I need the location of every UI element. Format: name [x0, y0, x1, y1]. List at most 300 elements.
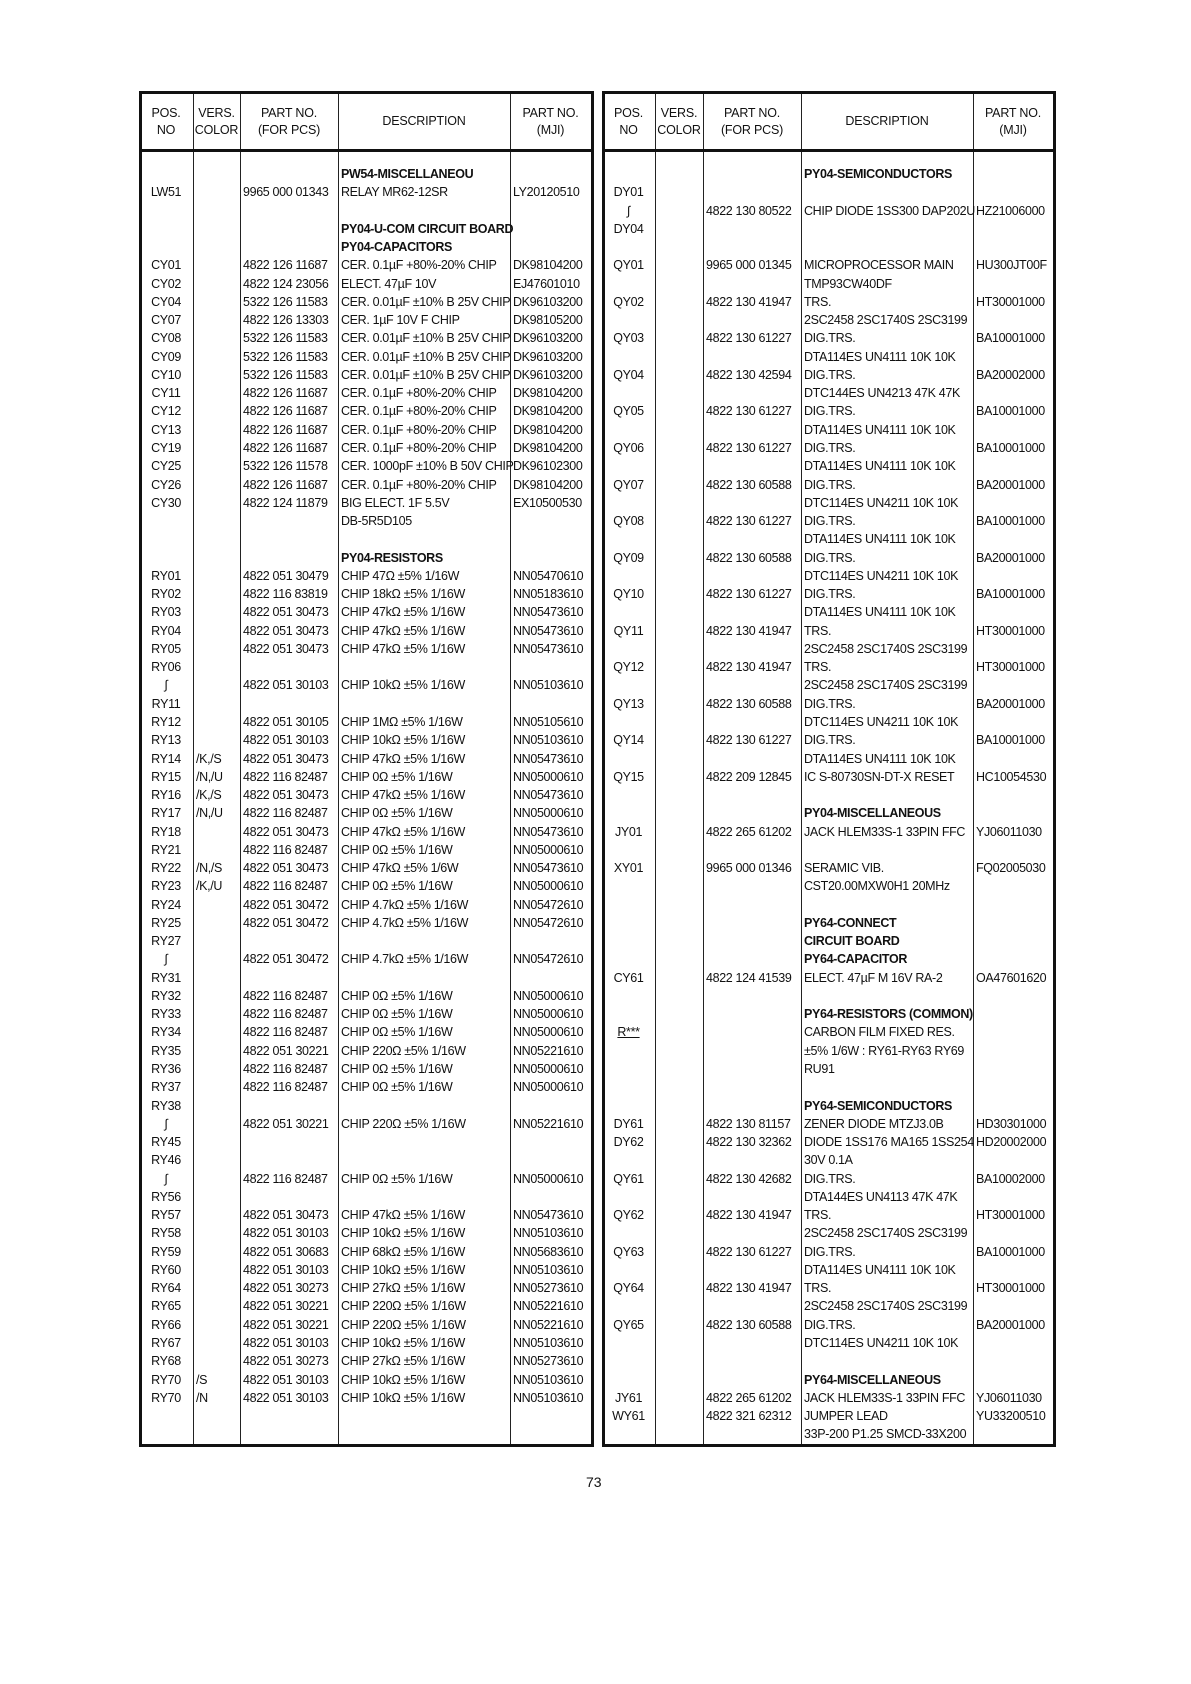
part-no-mji: HC10054530: [976, 769, 1047, 784]
pos-no: CY61: [613, 970, 644, 985]
part-no-mji: NN05000610: [513, 769, 584, 784]
part-no-pcs: 9965 000 01345: [706, 258, 792, 273]
part-no-pcs: 4822 116 82487: [243, 1062, 328, 1077]
table-body: [142, 165, 591, 1407]
table-row: [142, 1206, 591, 1224]
pos-no: CY07: [151, 313, 181, 328]
description: CHIP 4.7kΩ ±5% 1/16W: [341, 952, 469, 967]
pos-no: RY59: [151, 1244, 181, 1259]
table-row: [605, 1279, 1053, 1297]
pos-no: LW51: [150, 185, 182, 200]
description: CER. 0.01µF ±10% B 25V CHIP: [341, 294, 511, 309]
pos-no: RY56: [151, 1189, 181, 1204]
description: CHIP 10kΩ ±5% 1/16W: [341, 1226, 465, 1241]
parts-table-left: [139, 91, 594, 1447]
pos-no: RY58: [151, 1226, 181, 1241]
part-no-mji: NN05221610: [513, 1299, 584, 1314]
table-row: [142, 1005, 591, 1023]
table-row: [605, 987, 1053, 1005]
pos-no: CY25: [151, 459, 181, 474]
pos-no: RY65: [151, 1299, 181, 1314]
pos-no: RY17: [151, 806, 181, 821]
table-row: [605, 1206, 1053, 1224]
table-row: [605, 676, 1053, 694]
table-row: [605, 1151, 1053, 1169]
part-no-pcs: 5322 126 11578: [243, 459, 328, 474]
pos-no: RY36: [151, 1062, 181, 1077]
part-no-mji: NN05472610: [513, 952, 584, 967]
part-no-mji: HZ21006000: [976, 203, 1045, 218]
section-heading: PY04-RESISTORS: [341, 550, 443, 565]
part-no-pcs: 4822 051 30103: [243, 733, 329, 748]
part-no-pcs: 4822 126 11687: [243, 440, 328, 455]
section-heading-row: [605, 1097, 1053, 1115]
part-no-mji: NN05000610: [513, 1007, 584, 1022]
description: JACK HLEM33S-1 33PIN FFC: [804, 824, 966, 839]
part-no-mji: HT30001000: [976, 294, 1045, 309]
part-no-mji: NN05472610: [513, 897, 584, 912]
part-no-mji: NN05472610: [513, 915, 584, 930]
table-row: [605, 1425, 1053, 1443]
pos-no: RY32: [151, 988, 181, 1003]
table-row: [142, 476, 591, 494]
table-row: [605, 476, 1053, 494]
pos-no: RY12: [151, 714, 181, 729]
table-row: [142, 256, 591, 274]
pos-no: CY08: [151, 331, 181, 346]
description: CHIP 10kΩ ±5% 1/16W: [341, 1336, 465, 1350]
description: CHIP 10kΩ ±5% 1/16W: [341, 1372, 465, 1387]
part-no-pcs: 4822 051 30472: [243, 952, 329, 967]
description: ELECT. 47µF M 16V RA-2: [804, 970, 943, 985]
part-no-mji: BA20001000: [976, 696, 1045, 711]
part-no-pcs: 4822 051 30103: [243, 1390, 329, 1405]
part-no-mji: NN05000610: [513, 1025, 584, 1040]
pos-no: DY61: [613, 1116, 644, 1131]
part-no-pcs: 4822 130 61227: [706, 440, 792, 455]
description: CHIP 1MΩ ±5% 1/16W: [341, 714, 463, 729]
part-no-pcs: 4822 116 82487: [243, 1025, 328, 1040]
table-row: [142, 695, 591, 713]
description: CHIP 220Ω ±5% 1/16W: [341, 1317, 466, 1332]
table-row: [605, 585, 1053, 603]
part-no-pcs: 4822 051 30473: [243, 1208, 329, 1223]
table-row: [605, 622, 1053, 640]
description: TMP93CW40DF: [804, 276, 892, 291]
description: CER. 0.1µF +80%-20% CHIP: [341, 258, 497, 273]
section-heading: PW54-MISCELLANEOU: [341, 167, 474, 181]
vers-color: /K,/S: [196, 788, 222, 803]
description: DIG.TRS.: [804, 1317, 856, 1332]
pos-no: CY19: [151, 440, 181, 455]
pos-no: RY13: [151, 733, 181, 748]
table-row: [142, 348, 591, 366]
table-row: [142, 1151, 591, 1169]
table-row: [142, 1261, 591, 1279]
table-row: [605, 1042, 1053, 1060]
table-row: [142, 402, 591, 420]
part-no-pcs: 4822 116 82487: [243, 1007, 328, 1022]
description: CHIP 0Ω ±5% 1/16W: [341, 1080, 453, 1095]
description: TRS.: [804, 1208, 832, 1223]
part-no-pcs: 4822 051 30221: [243, 1116, 329, 1131]
pos-no: RY70: [151, 1372, 181, 1387]
pos-no: RY57: [151, 1208, 181, 1223]
description: CHIP 4.7kΩ ±5% 1/16W: [341, 915, 469, 930]
pos-no: RY68: [151, 1354, 181, 1369]
pos-no: CY30: [151, 495, 181, 510]
part-no-pcs: 4822 051 30103: [243, 1226, 329, 1241]
description: DTA114ES UN4111 10K 10K: [804, 751, 956, 766]
part-no-mji: NN05473610: [513, 1208, 584, 1223]
table-row: [605, 603, 1053, 621]
page-number: 73: [586, 1474, 602, 1490]
table-row: [142, 1334, 591, 1352]
table-row: [142, 1023, 591, 1041]
vers-color: /K,/S: [196, 751, 222, 766]
part-no-mji: EJ47601010: [513, 276, 580, 291]
description: CHIP 220Ω ±5% 1/16W: [341, 1116, 466, 1131]
table-row: [142, 585, 591, 603]
part-no-pcs: 5322 126 11583: [243, 294, 328, 309]
description: CHIP 47kΩ ±5% 1/16W: [341, 641, 465, 656]
description: CER. 0.1µF +80%-20% CHIP: [341, 477, 497, 492]
table-row: [142, 1352, 591, 1370]
description: DIG.TRS.: [804, 1171, 856, 1186]
description: DIG.TRS.: [804, 1244, 856, 1259]
table-row: [605, 1170, 1053, 1188]
part-no-mji: BA10001000: [976, 733, 1045, 748]
table-row: [142, 713, 591, 731]
description: DTC114ES UN4211 10K 10K: [804, 714, 959, 729]
table-row: [605, 1297, 1053, 1315]
part-no-pcs: 4822 051 30473: [243, 861, 329, 876]
part-no-mji: HT30001000: [976, 1281, 1045, 1296]
description: CHIP 0Ω ±5% 1/16W: [341, 1062, 453, 1077]
description: CARBON FILM FIXED RES.: [804, 1025, 955, 1040]
part-no-pcs: 4822 051 30103: [243, 1372, 329, 1387]
table-row: [605, 695, 1053, 713]
description: ±5% 1/6W : RY61-RY63 RY69: [804, 1043, 965, 1058]
part-no-mji: NN05473610: [513, 605, 584, 620]
description: CHIP 10kΩ ±5% 1/16W: [341, 733, 465, 748]
description: CHIP 220Ω ±5% 1/16W: [341, 1299, 466, 1314]
section-heading: PY04-U-COM CIRCUIT BOARD: [341, 221, 514, 236]
part-no-mji: NN05103610: [513, 1226, 584, 1241]
table-row: [605, 329, 1053, 347]
description: DIG.TRS.: [804, 440, 856, 455]
section-heading-row: [142, 238, 591, 256]
part-no-pcs: 4822 126 11687: [243, 258, 328, 273]
part-no-mji: BA10002000: [976, 1171, 1045, 1186]
description: DIG.TRS.: [804, 477, 856, 492]
part-no-pcs: 4822 209 12845: [706, 769, 792, 784]
description: ELECT. 47µF 10V: [341, 276, 437, 291]
description: CHIP 47kΩ ±5% 1/16W: [341, 623, 465, 638]
description: CHIP 10kΩ ±5% 1/16W: [341, 678, 465, 693]
part-no-pcs: 4822 051 30221: [243, 1317, 329, 1332]
description: 2SC2458 2SC1740S 2SC3199: [804, 678, 968, 693]
pos-no: RY37: [151, 1080, 181, 1095]
pos-no: CY12: [151, 404, 181, 419]
description: CER. 0.01µF ±10% B 25V CHIP: [341, 367, 511, 382]
header-description: DESCRIPTION: [845, 114, 929, 128]
pos-no: RY14: [151, 751, 181, 766]
description: CHIP 0Ω ±5% 1/16W: [341, 842, 453, 857]
section-heading: PY04-MISCELLANEOUS: [804, 806, 941, 821]
description: BIG ELECT. 1F 5.5V: [341, 495, 450, 510]
description: DIG.TRS.: [804, 404, 856, 419]
part-no-mji: NN05273610: [513, 1281, 584, 1296]
pos-no: CY10: [151, 367, 181, 382]
section-heading-row: [605, 804, 1053, 822]
table-row: [142, 530, 591, 548]
part-no-pcs: 4822 265 61202: [706, 1390, 792, 1405]
description: 2SC2458 2SC1740S 2SC3199: [804, 1226, 968, 1241]
table-row: [142, 1389, 591, 1407]
pos-no: QY15: [613, 769, 644, 784]
part-no-mji: NN05103610: [513, 678, 584, 693]
table-row: [142, 1188, 591, 1206]
pos-no: RY01: [151, 568, 181, 583]
pos-no: QY05: [613, 404, 644, 419]
pos-no: DY04: [613, 221, 644, 236]
section-heading: PY04-CAPACITORS: [341, 240, 452, 255]
part-no-pcs: 4822 130 60588: [706, 477, 792, 492]
part-no-pcs: 4822 051 30103: [243, 678, 329, 693]
description: CHIP 10kΩ ±5% 1/16W: [341, 1262, 465, 1277]
description: DTA114ES UN4111 10K 10K: [804, 349, 956, 364]
table-row: [142, 622, 591, 640]
section-heading: CIRCUIT BOARD: [804, 934, 900, 949]
part-no-mji: NN05103610: [513, 733, 584, 748]
table-body: [605, 165, 1053, 1444]
part-no-pcs: 4822 130 61227: [706, 331, 792, 346]
part-no-pcs: 4822 321 62312: [706, 1409, 792, 1424]
part-no-pcs: 4822 116 82487: [243, 769, 328, 784]
description: CER. 1µF 10V F CHIP: [341, 313, 460, 328]
table-row: [605, 786, 1053, 804]
part-no-pcs: 4822 130 41947: [706, 1281, 792, 1296]
table-row: [142, 841, 591, 859]
pos-no: RY05: [151, 641, 181, 656]
part-no-pcs: 4822 116 82487: [243, 988, 328, 1003]
table-row: [142, 1316, 591, 1334]
section-heading-row: [605, 950, 1053, 968]
part-no-pcs: 4822 051 30473: [243, 751, 329, 766]
part-no-mji: NN05470610: [513, 568, 584, 583]
table-row: [142, 275, 591, 293]
description: TRS.: [804, 1281, 832, 1296]
description: CHIP 0Ω ±5% 1/16W: [341, 988, 453, 1003]
table-row: [142, 567, 591, 585]
table-row: [605, 402, 1053, 420]
part-no-mji: YJ06011030: [976, 1390, 1042, 1405]
part-no-mji: DK98104200: [513, 386, 583, 401]
pos-no: XY01: [613, 861, 644, 876]
table-row: [605, 256, 1053, 274]
description: ZENER DIODE MTZJ3.0B: [804, 1116, 944, 1131]
part-no-mji: NN05273610: [513, 1354, 584, 1369]
section-heading-row: [605, 1371, 1053, 1389]
part-no-mji: NN05221610: [513, 1043, 584, 1058]
description: CHIP 220Ω ±5% 1/16W: [341, 1043, 466, 1058]
pos-no: RY25: [151, 915, 181, 930]
part-no-pcs: 4822 130 41947: [706, 294, 792, 309]
part-no-pcs: 5322 126 11583: [243, 349, 328, 364]
part-no-pcs: 4822 051 30472: [243, 915, 329, 930]
table-row: [142, 1170, 591, 1188]
part-no-mji: BA20001000: [976, 550, 1045, 565]
pos-no: JY01: [614, 824, 643, 839]
table-row: [605, 567, 1053, 585]
pos-no: QY62: [613, 1208, 644, 1223]
table-row: [605, 969, 1053, 987]
part-no-mji: BA10001000: [976, 440, 1045, 455]
pos-no: CY04: [151, 294, 181, 309]
description: CER. 0.1µF +80%-20% CHIP: [341, 404, 497, 419]
pos-no: CY02: [151, 276, 181, 291]
table-row: [605, 530, 1053, 548]
description: CER. 0.01µF ±10% B 25V CHIP: [341, 349, 511, 364]
table-row: [605, 859, 1053, 877]
table-row: [605, 1133, 1053, 1151]
part-no-mji: HT30001000: [976, 1208, 1045, 1223]
pos-no: QY61: [613, 1171, 644, 1186]
table-row: [605, 750, 1053, 768]
part-no-mji: NN05000610: [513, 1062, 584, 1077]
pos-no: QY11: [613, 623, 644, 638]
description: CHIP 0Ω ±5% 1/16W: [341, 1171, 453, 1186]
pos-no: QY07: [613, 477, 644, 492]
description: CHIP 27kΩ ±5% 1/16W: [341, 1354, 465, 1369]
table-row: [605, 494, 1053, 512]
table-row: [142, 1371, 591, 1389]
part-no-pcs: 4822 126 11687: [243, 386, 328, 401]
description: JACK HLEM33S-1 33PIN FFC: [804, 1390, 966, 1405]
table-row: [605, 841, 1053, 859]
table-row: [142, 1097, 591, 1115]
part-no-mji: BA10001000: [976, 331, 1045, 346]
part-no-pcs: 4822 116 82487: [243, 879, 328, 894]
description: RU91: [804, 1062, 835, 1077]
part-no-mji: BA10001000: [976, 514, 1045, 529]
description: CER. 1000pF ±10% B 50V CHIP: [341, 459, 514, 474]
description: TRS.: [804, 660, 832, 675]
part-no-mji: NN05000610: [513, 1080, 584, 1095]
part-no-pcs: 4822 126 11687: [243, 422, 328, 437]
part-no-mji: EX10500530: [513, 495, 582, 510]
description: DIG.TRS.: [804, 514, 856, 529]
section-heading: PY64-CAPACITOR: [804, 952, 907, 967]
vers-color: /N,/S: [196, 861, 223, 876]
pos-no: QY04: [613, 367, 644, 382]
pos-no: DY62: [613, 1135, 644, 1150]
vers-color: /N: [196, 1390, 208, 1405]
part-no-pcs: 4822 126 11687: [243, 404, 328, 419]
part-no-mji: DK96103200: [513, 331, 583, 346]
part-no-pcs: 4822 130 60588: [706, 696, 792, 711]
part-no-pcs: 4822 051 30472: [243, 897, 329, 912]
description: RELAY MR62-12SR: [341, 185, 448, 200]
table-row: [142, 457, 591, 475]
table-row: [605, 1407, 1053, 1425]
description: CHIP 47kΩ ±5% 1/16W: [341, 605, 465, 620]
pos-no: RY11: [151, 696, 181, 711]
description: CHIP 0Ω ±5% 1/16W: [341, 879, 453, 894]
table-row: [605, 275, 1053, 293]
section-heading-row: [142, 220, 591, 238]
table-row: [605, 1352, 1053, 1370]
description: DTA114ES UN4111 10K 10K: [804, 422, 956, 437]
part-no-pcs: 4822 116 82487: [243, 806, 328, 821]
pos-no: RY02: [151, 587, 181, 602]
description: CER. 0.1µF +80%-20% CHIP: [341, 440, 497, 455]
part-no-pcs: 4822 051 30273: [243, 1354, 329, 1369]
part-no-mji: NN05105610: [513, 714, 584, 729]
table-row: [142, 786, 591, 804]
header-part-no-mji: PART NO. (MJI): [984, 105, 1042, 137]
pos-no: R***: [617, 1025, 640, 1040]
part-no-mji: DK96103200: [513, 349, 583, 364]
pos-no: CY01: [151, 258, 181, 273]
table-row: [142, 750, 591, 768]
table-row: [142, 859, 591, 877]
description: DTA114ES UN4111 10K 10K: [804, 605, 956, 620]
description: CHIP 47kΩ ±5% 1/16W: [341, 751, 465, 766]
part-no-mji: NN05000610: [513, 988, 584, 1003]
table-row: [605, 1115, 1053, 1133]
table-row: [605, 823, 1053, 841]
table-row: [142, 896, 591, 914]
section-heading-row: [142, 165, 591, 183]
part-no-mji: NN05183610: [513, 587, 584, 602]
pos-no: QY09: [613, 550, 644, 565]
table-row: [142, 1115, 591, 1133]
part-no-mji: NN05103610: [513, 1262, 584, 1277]
header-pos-no: POS. NO: [613, 105, 644, 137]
pos-no: QY03: [613, 331, 644, 346]
part-no-mji: BA10001000: [976, 404, 1045, 419]
part-no-pcs: 4822 130 81157: [706, 1116, 791, 1131]
part-no-mji: BA10001000: [976, 1244, 1045, 1259]
description: DTA114ES UN4111 10K 10K: [804, 459, 956, 474]
part-no-pcs: 4822 051 30105: [243, 714, 329, 729]
part-no-mji: NN05221610: [513, 1116, 584, 1131]
description: CHIP DIODE 1SS300 DAP202U: [804, 203, 975, 218]
part-no-pcs: 9965 000 01346: [706, 861, 792, 876]
pos-no: RY16: [151, 788, 181, 803]
part-no-pcs: 4822 130 42682: [706, 1171, 792, 1186]
pos-no: RY46: [151, 1153, 181, 1168]
table-row: [142, 658, 591, 676]
table-row: [142, 877, 591, 895]
vers-color: /S: [196, 1372, 208, 1387]
description: CHIP 47kΩ ±5% 1/16W: [341, 824, 465, 839]
pos-no: RY60: [151, 1262, 181, 1277]
pos-no: RY21: [151, 842, 181, 857]
pos-no: RY67: [151, 1336, 181, 1350]
part-no-pcs: 5322 126 11583: [243, 331, 328, 346]
table-row: [142, 823, 591, 841]
description: CHIP 47Ω ±5% 1/16W: [341, 568, 460, 583]
part-no-mji: NN05103610: [513, 1390, 584, 1405]
pos-no: RY64: [151, 1281, 181, 1296]
section-heading: PY64-RESISTORS (COMMON): [804, 1007, 973, 1022]
part-no-pcs: 4822 116 83819: [243, 587, 328, 602]
pos-no: RY38: [151, 1098, 181, 1113]
description: JUMPER LEAD: [804, 1409, 888, 1424]
